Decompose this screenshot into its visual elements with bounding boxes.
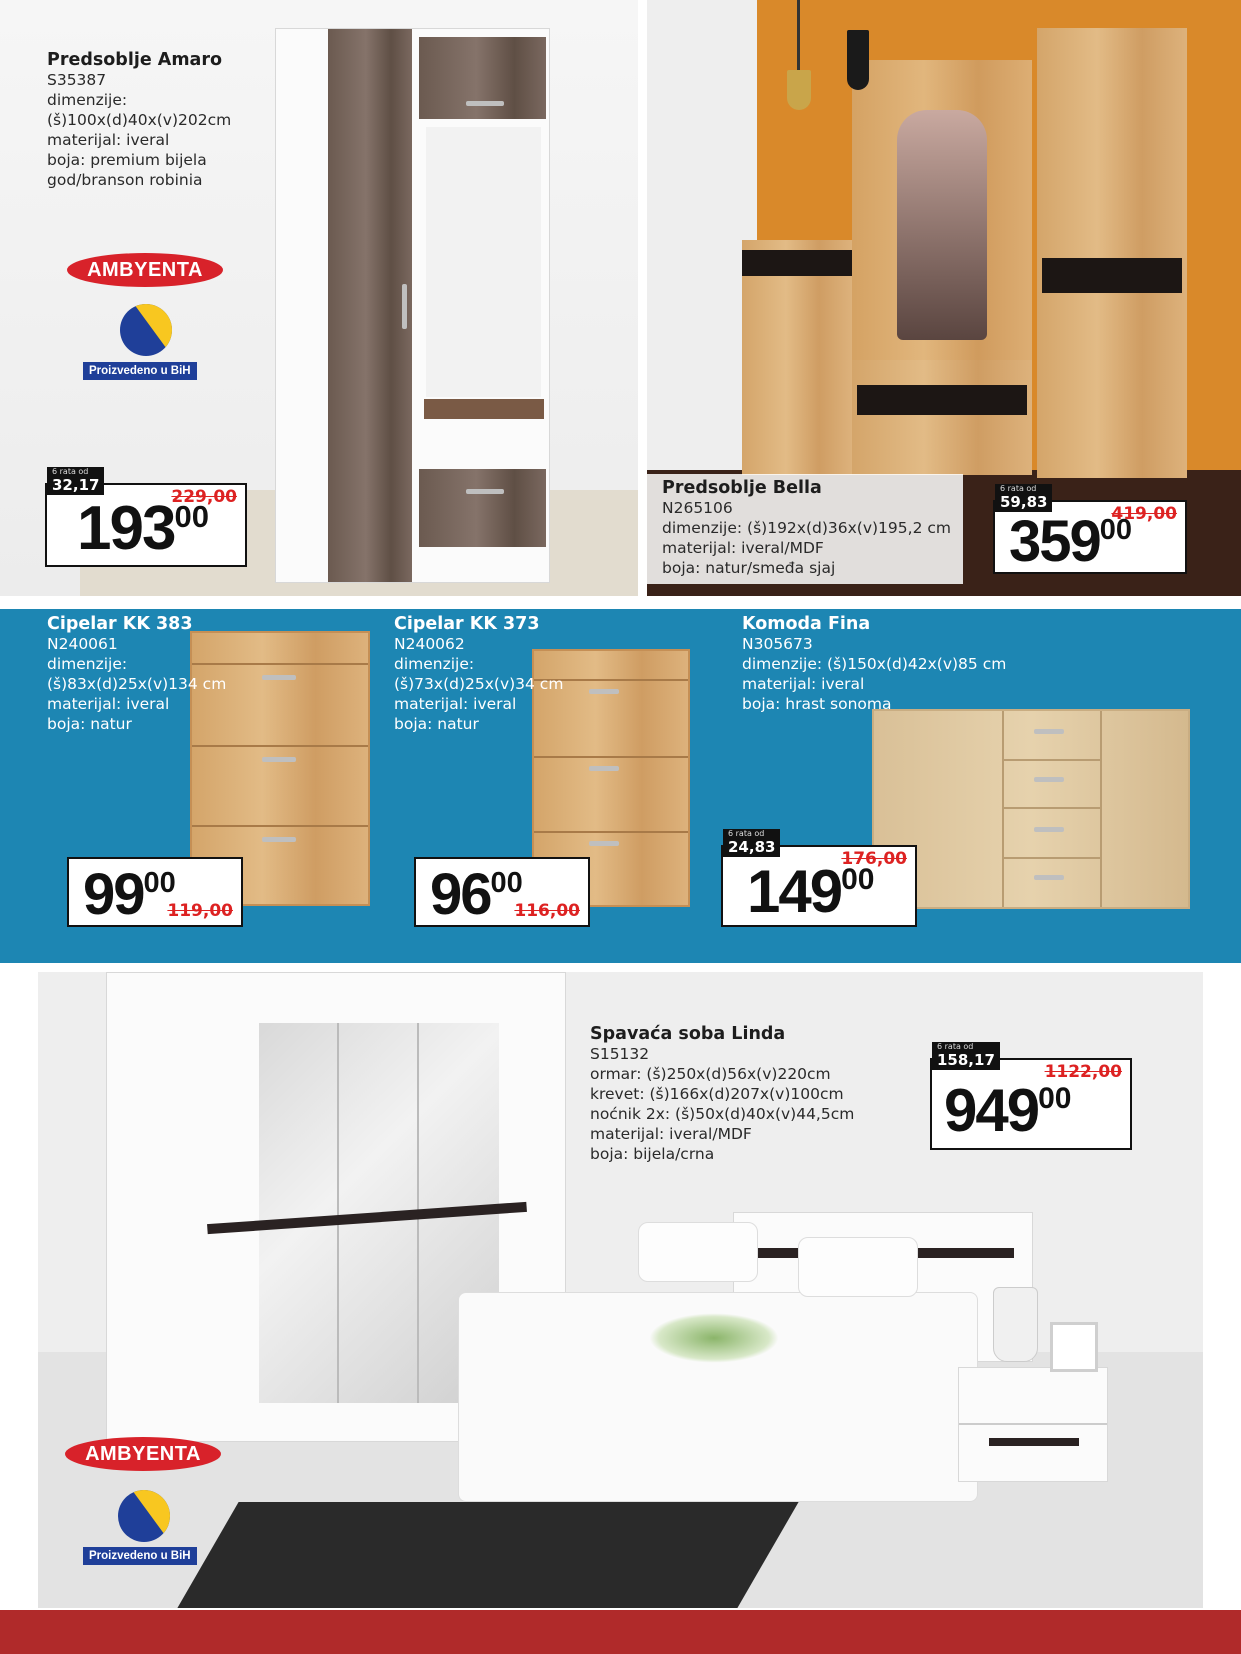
linda-info: [590, 1024, 854, 1164]
product-code: N240062: [394, 635, 465, 653]
pillow-left: [638, 1222, 758, 1282]
wardrobe-dimensions: ormar: (š)250x(d)56x(v)220cm: [590, 1065, 831, 1083]
kk373-info: [394, 614, 563, 734]
material: materijal: iveral: [394, 695, 517, 713]
kk373-price-box: [414, 857, 590, 927]
product-title: Komoda Fina: [742, 614, 871, 634]
bella-shoe-cabinet-image: [742, 240, 852, 475]
bed-image: [458, 1292, 978, 1502]
nightstand-image: [958, 1367, 1108, 1482]
dimensions-label: dimenzije:: [47, 655, 128, 673]
price-cents: 00: [143, 867, 176, 899]
bih-flag-icon: [118, 1490, 170, 1542]
rug: [177, 1502, 798, 1608]
price-main: 359: [1009, 509, 1100, 574]
installment-amount: 24,83: [728, 838, 776, 856]
price-cents: 00: [174, 499, 209, 534]
lamp-black: [847, 30, 869, 90]
dimensions: dimenzije: (š)150x(d)42x(v)85 cm: [742, 655, 1007, 673]
made-in-bih-label: Proizvedeno u BiH: [83, 1547, 197, 1565]
material: materijal: iveral/MDF: [662, 539, 824, 557]
pillow-right: [798, 1237, 918, 1297]
bella-price-box: [993, 484, 1187, 574]
price-main: 99: [83, 862, 144, 927]
price-main: 193: [77, 494, 175, 563]
product-title: Cipelar KK 383: [47, 614, 193, 634]
bed-dimensions: krevet: (š)166x(d)207x(v)100cm: [590, 1085, 844, 1103]
fina-price-box: [721, 829, 917, 927]
bih-flag-icon: [120, 304, 172, 356]
dimensions: dimenzije: (š)192x(d)36x(v)195,2 cm: [662, 519, 951, 537]
price-cents: 00: [1099, 514, 1133, 546]
current-price: [77, 493, 209, 564]
current-price: [747, 857, 874, 926]
color: boja: natur/smeđa sjaj: [662, 559, 836, 577]
bella-info: [662, 478, 951, 578]
amaro-price-box: [45, 467, 247, 567]
blue-band-panel: [0, 609, 1241, 963]
product-code: N240061: [47, 635, 118, 653]
price-main: 149: [747, 858, 842, 925]
linda-panel: [38, 972, 1203, 1608]
color: boja: natur: [394, 715, 479, 733]
installment-badge: [932, 1042, 1000, 1070]
current-price: [430, 861, 523, 928]
amaro-wardrobe-image: [275, 28, 550, 583]
ambyenta-logo: AMBYENTA: [67, 253, 223, 287]
bella-panel: [647, 0, 1241, 596]
footer-bar: [0, 1610, 1241, 1654]
old-price: 229,00: [171, 487, 237, 507]
old-price: 116,00: [514, 901, 580, 921]
installment-amount: 59,83: [1000, 493, 1048, 511]
fina-dresser-image: [872, 709, 1190, 909]
photo-frame-image: [1050, 1322, 1098, 1372]
installment-label: 6 rata od: [728, 829, 765, 838]
price-main: 96: [430, 862, 491, 927]
installment-badge: [723, 829, 780, 857]
dress-image: [897, 110, 987, 340]
linda-price-box: [930, 1042, 1132, 1150]
price-cents: 00: [1038, 1082, 1072, 1115]
amaro-panel: [0, 0, 638, 596]
kk383-price-box: [67, 857, 243, 927]
color: boja: hrast sonoma: [742, 695, 892, 713]
color-continued: god/branson robinia: [47, 171, 203, 189]
product-title: Predsoblje Amaro: [47, 50, 223, 70]
material: materijal: iveral: [742, 675, 865, 693]
price-cents: 00: [490, 867, 523, 899]
kk383-info: [47, 614, 226, 734]
installment-amount: 32,17: [52, 476, 100, 494]
amaro-info: [47, 50, 231, 190]
lamp-gold: [787, 70, 811, 110]
dimensions-label: dimenzije:: [47, 91, 128, 109]
lamp-image: [993, 1287, 1038, 1362]
price-main: 949: [944, 1077, 1039, 1144]
old-price: 1122,00: [1044, 1062, 1122, 1082]
dimensions: (š)83x(d)25x(v)134 cm: [47, 675, 227, 693]
product-code: N305673: [742, 635, 813, 653]
product-title: Spavaća soba Linda: [590, 1024, 786, 1044]
old-price: 176,00: [841, 849, 907, 869]
old-price: 119,00: [167, 901, 233, 921]
nightstand-dimensions: noćnik 2x: (š)50x(d)40x(v)44,5cm: [590, 1105, 855, 1123]
installment-label: 6 rata od: [52, 467, 89, 476]
installment-amount: 158,17: [937, 1051, 995, 1069]
dimensions: (š)73x(d)25x(v)34 cm: [394, 675, 564, 693]
old-price: 419,00: [1111, 504, 1177, 524]
current-price: [944, 1076, 1071, 1145]
product-code: N265106: [662, 499, 733, 517]
product-code: S15132: [590, 1045, 650, 1063]
fina-info: [742, 614, 1006, 714]
color: boja: bijela/crna: [590, 1145, 715, 1163]
installment-badge: [47, 467, 104, 495]
dimensions-label: dimenzije:: [394, 655, 475, 673]
product-code: S35387: [47, 71, 107, 89]
material: materijal: iveral/MDF: [590, 1125, 752, 1143]
material: materijal: iveral: [47, 695, 170, 713]
made-in-bih-label: Proizvedeno u BiH: [83, 362, 197, 380]
dimensions: (š)100x(d)40x(v)202cm: [47, 111, 232, 129]
color: boja: natur: [47, 715, 132, 733]
lamp-cord: [797, 0, 800, 80]
product-title: Predsoblje Bella: [662, 478, 822, 498]
bella-bench-image: [852, 360, 1032, 475]
wall-white: [647, 0, 757, 470]
ambyenta-logo: AMBYENTA: [65, 1437, 221, 1471]
current-price: [83, 861, 176, 928]
material: materijal: iveral: [47, 131, 170, 149]
current-price: [1009, 508, 1132, 575]
bella-tall-cabinet-image: [1037, 28, 1187, 478]
product-title: Cipelar KK 373: [394, 614, 540, 634]
installment-label: 6 rata od: [1000, 484, 1037, 493]
installment-label: 6 rata od: [937, 1042, 974, 1051]
color: boja: premium bijela: [47, 151, 207, 169]
price-cents: 00: [841, 863, 875, 896]
